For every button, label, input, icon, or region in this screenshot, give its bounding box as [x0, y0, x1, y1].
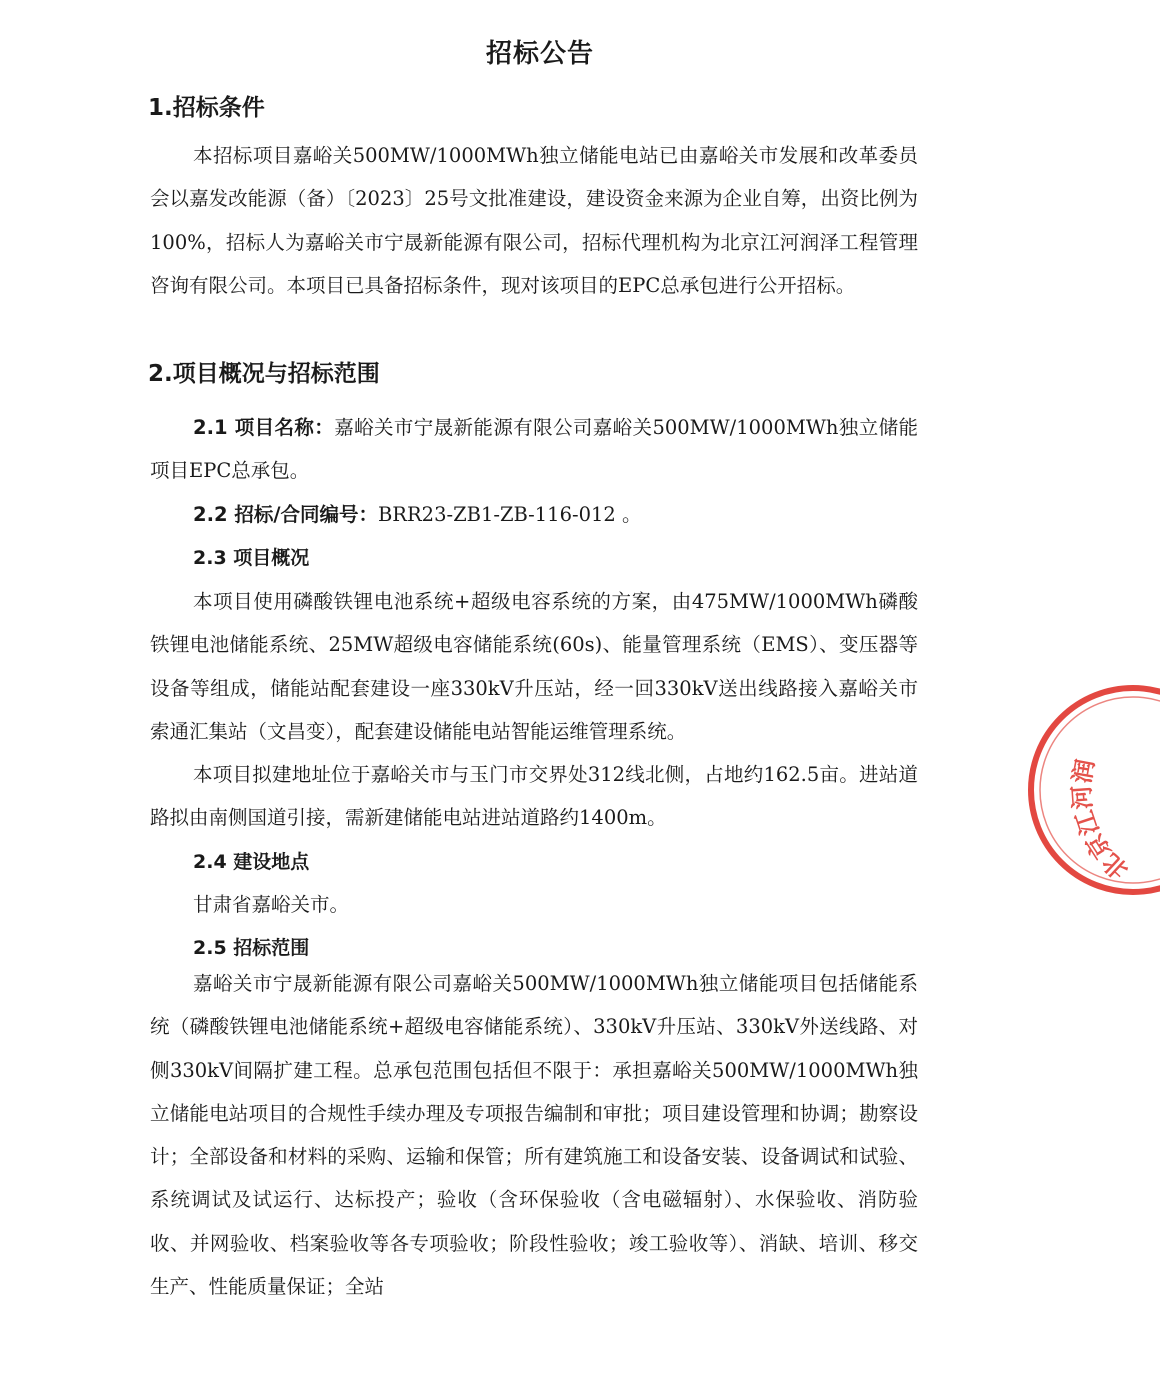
item-2-1: [150, 406, 918, 493]
item-2-1-text: 嘉峪关市宁晟新能源有限公司嘉峪关500MW/1000MWh独立储能项目EPC总承包。: [150, 416, 918, 483]
item-2-3-paragraph-2: 本项目拟建地址位于嘉峪关市与玉门市交界处312线北侧，占地约162.5亩。进站道路拟由南侧国道引接，需新建储能电站进站道路约1400m。: [150, 763, 918, 830]
item-2-3-paragraph-1: 本项目使用磷酸铁锂电池系统+超级电容系统的方案，由475MW/1000MWh磷酸铁锂电池储能系统、25MW超级电容储能系统(60s)、能量管理系统（EMS）、变压器等设备等组成，储能站配套建设一座330kV升压站，经一回330kV送出线路接入嘉峪关市索通汇集站（文昌变），配套建设储能电站智能运维管理系统。: [150, 590, 918, 743]
item-2-2: [150, 493, 918, 536]
section-1-heading: 1.招标条件: [148, 95, 265, 121]
seal-text: 北京江河润: [1067, 757, 1134, 885]
item-2-2-label: 2.2 招标/合同编号：: [193, 503, 378, 526]
item-2-2-text: BRR23-ZB1-ZB-116-012 。: [377, 503, 642, 526]
section-1-paragraph: 本招标项目嘉峪关500MW/1000MWh独立储能电站已由嘉峪关市发展和改革委员会以嘉发改能源（备）〔2023〕25号文批准建设，建设资金来源为企业自筹，出资比例为100%，招标人为嘉峪关市宁晟新能源有限公司，招标代理机构为北京江河润泽工程管理咨询有限公司。本项目已具备招标条件，现对该项目的EPC总承包进行公开招标。: [150, 144, 918, 297]
item-2-5-paragraph: 嘉峪关市宁晟新能源有限公司嘉峪关500MW/1000MWh独立储能项目包括储能系统（磷酸铁锂电池储能系统+超级电容储能系统）、330kV升压站、330kV外送线路、对侧330kV间隔扩建工程。总承包范围包括但不限于：承担嘉峪关500MW/1000MWh独立储能电站项目的合规性手续办理及专项报告编制和审批；项目建设管理和协调；勘察设计；全部设备和材料的采购、运输和保管；所有建筑施工和设备安装、设备调试和试验、系统调试及试运行、达标投产；验收（含环保验收（含电磁辐射）、水保验收、消防验收、并网验收、档案验收等各专项验收；阶段性验收；竣工验收等）、消缺、培训、移交生产、性能质量保证；全站: [150, 972, 918, 1299]
item-2-4-heading: 2.4 建设地点: [193, 851, 310, 873]
section-2-heading: 2.项目概况与招标范围: [148, 361, 380, 387]
page-title: 招标公告: [485, 39, 594, 69]
item-2-1-label: 2.1 项目名称：: [193, 416, 335, 439]
item-2-4-text: 甘肃省嘉峪关市。: [193, 893, 350, 916]
company-seal-stamp: [1020, 685, 1160, 895]
item-2-5-heading: 2.5 招标范围: [193, 937, 310, 959]
item-2-3-heading: 2.3 项目概况: [193, 547, 310, 569]
